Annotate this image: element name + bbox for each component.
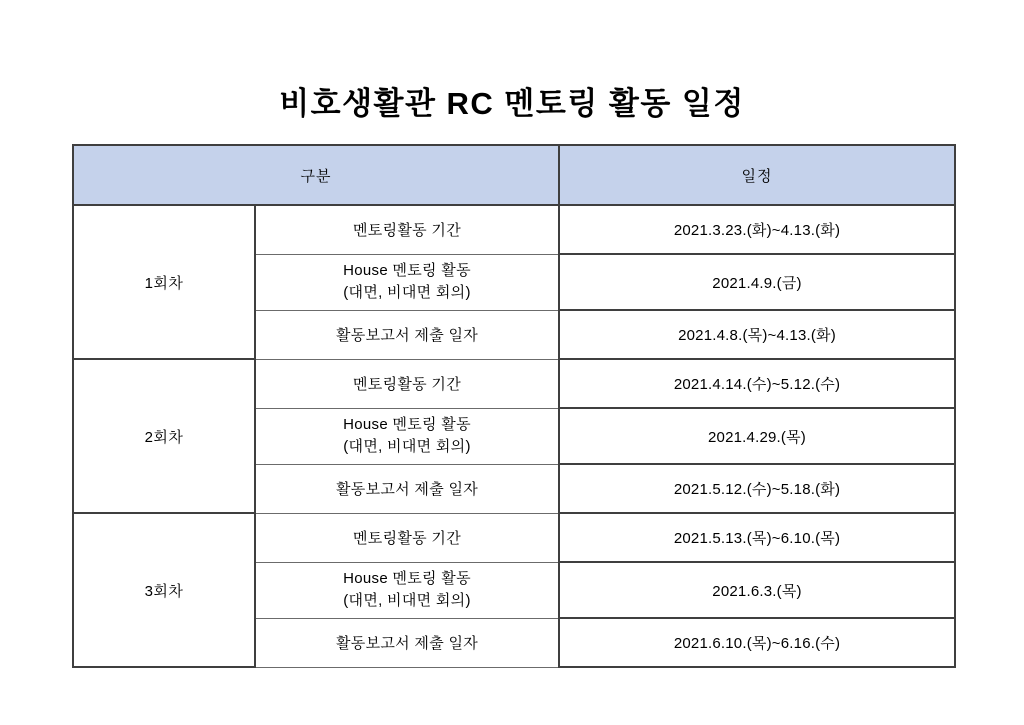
table-header	[73, 145, 955, 205]
item-label: 활동보고서 제출 일자	[255, 464, 559, 513]
date-value: 2021.4.14.(수)~5.12.(수)	[559, 359, 955, 408]
table-row	[73, 205, 955, 254]
round-label: 3회차	[73, 513, 255, 667]
item-label	[255, 254, 559, 310]
item-label: 멘토링활동 기간	[255, 513, 559, 562]
date-value: 2021.3.23.(화)~4.13.(화)	[559, 205, 955, 254]
item-label: 멘토링활동 기간	[255, 359, 559, 408]
date-value: 2021.5.13.(목)~6.10.(목)	[559, 513, 955, 562]
item-label-line2: (대면, 비대면 회의)	[343, 284, 471, 301]
item-label-line1: House 멘토링 활동	[343, 262, 471, 280]
table-body	[73, 205, 955, 667]
date-value: 2021.4.9.(금)	[559, 254, 955, 310]
item-label: 활동보고서 제출 일자	[255, 310, 559, 359]
mentoring-schedule-table	[72, 144, 956, 668]
item-label	[255, 562, 559, 618]
item-label: 멘토링활동 기간	[255, 205, 559, 254]
date-value: 2021.4.8.(목)~4.13.(화)	[559, 310, 955, 359]
table-row	[73, 513, 955, 562]
column-header-category: 구분	[73, 145, 559, 205]
date-value: 2021.6.10.(목)~6.16.(수)	[559, 618, 955, 667]
page-title: 비호생활관 RC 멘토링 활동 일정	[279, 86, 745, 121]
date-value: 2021.6.3.(목)	[559, 562, 955, 618]
item-label-line2: (대면, 비대면 회의)	[343, 592, 471, 609]
item-label: 활동보고서 제출 일자	[255, 618, 559, 667]
table-header-row	[73, 145, 955, 205]
column-header-schedule: 일정	[559, 145, 955, 205]
date-value: 2021.5.12.(수)~5.18.(화)	[559, 464, 955, 513]
item-label-line1: House 멘토링 활동	[343, 570, 471, 588]
round-label: 2회차	[73, 359, 255, 513]
round-label: 1회차	[73, 205, 255, 359]
item-label-line1: House 멘토링 활동	[343, 416, 471, 434]
table-row	[73, 359, 955, 408]
item-label	[255, 408, 559, 464]
item-label-line2: (대면, 비대면 회의)	[343, 438, 471, 455]
date-value: 2021.4.29.(목)	[559, 408, 955, 464]
